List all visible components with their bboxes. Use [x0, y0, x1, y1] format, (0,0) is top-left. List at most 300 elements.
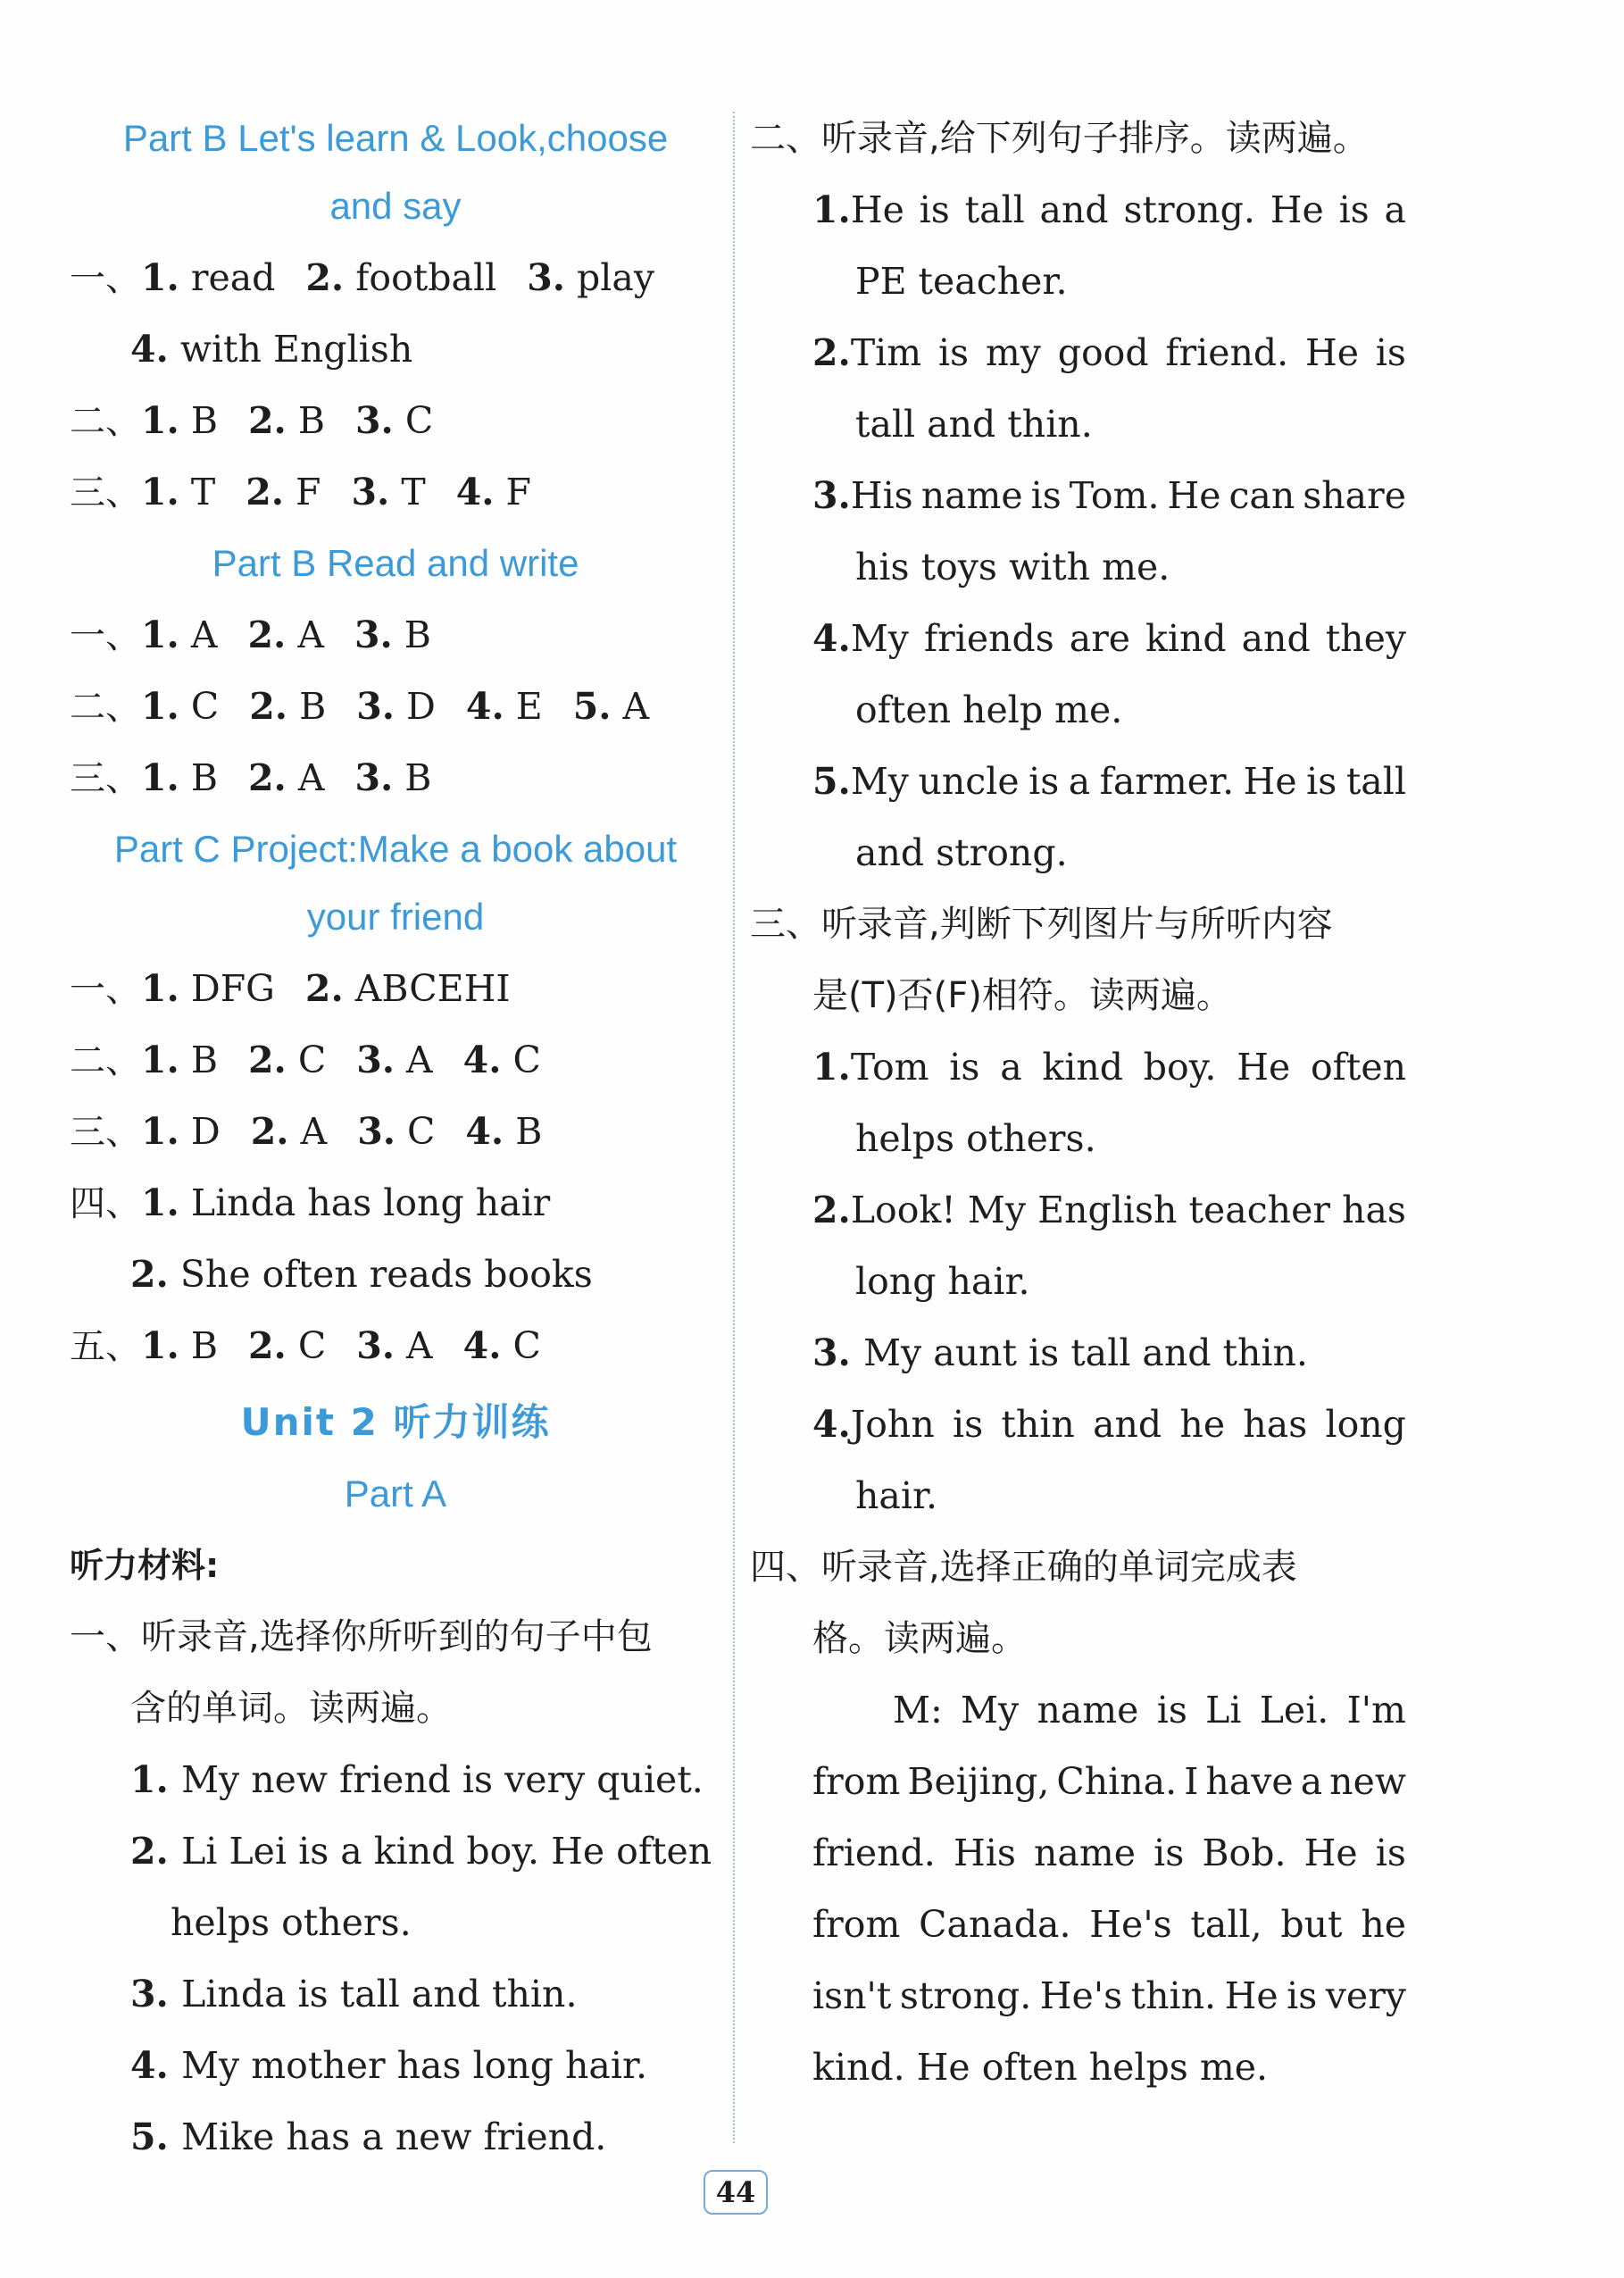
answer-value: Linda has long hair: [179, 1181, 551, 1224]
passage-line: [750, 2032, 1406, 2103]
sentence-word: is: [949, 1046, 980, 1089]
answer-item: [352, 471, 426, 513]
answer-value: football: [344, 256, 497, 299]
item-number: 2.: [247, 613, 287, 656]
item-number: 1.: [141, 685, 179, 728]
answer-item: [141, 756, 218, 799]
sentence-line: [750, 388, 1406, 460]
passage-word: from: [812, 1903, 901, 1946]
answer-value: B: [287, 685, 327, 728]
sentence-word: uncle: [918, 760, 1020, 803]
passage-line: [750, 1889, 1406, 1960]
sentence-line: [70, 2101, 721, 2173]
section-prefix: 三、: [70, 758, 141, 799]
answer-row: [70, 1310, 721, 1381]
item-number: 3.: [130, 1973, 182, 2015]
passage-word: He: [1303, 1832, 1358, 1874]
sentence-text: his toys with me.: [855, 546, 1170, 588]
sentence-word: my: [985, 331, 1041, 374]
passage-word: from: [812, 1760, 901, 1803]
passage-word: is: [1375, 1832, 1406, 1874]
answer-item: [141, 399, 218, 442]
answer-row: [70, 1024, 721, 1096]
answer-value: F: [494, 471, 531, 513]
answer-value: B: [286, 399, 325, 442]
sentence-line: [70, 1887, 721, 1958]
item-number: 2.: [304, 967, 344, 1010]
answer-row: [70, 599, 721, 671]
sentence-word: 4.John: [812, 1389, 935, 1460]
sentence-word: kind: [1145, 617, 1227, 660]
answer-value: read: [179, 256, 276, 299]
passage-line: [750, 1674, 1406, 1746]
sentence-text: often help me.: [855, 688, 1123, 731]
item-number: 2.: [812, 1189, 851, 1231]
sentence-line: [750, 460, 1406, 531]
item-number: 3.: [356, 1324, 396, 1367]
passage-word: have: [1205, 1760, 1294, 1803]
answer-value: B: [179, 399, 218, 442]
answer-item: [141, 256, 275, 299]
item-number: 3.: [812, 474, 851, 517]
sentence-word: strong.: [1123, 188, 1255, 231]
item-number: 3.: [354, 613, 393, 656]
section-prefix: 一、: [70, 258, 141, 299]
sentence-word: and: [1241, 617, 1311, 660]
answer-item: [249, 685, 326, 728]
answer-value: T: [389, 471, 426, 513]
answer-value: ABCEHI: [343, 967, 511, 1010]
sentence-text: tall and thin.: [855, 403, 1093, 446]
sentence-word: friends: [923, 617, 1054, 660]
passage-word: is: [1153, 1832, 1185, 1874]
answer-item: [465, 1110, 542, 1153]
item-number: 2.: [249, 685, 288, 728]
item-number: 1.: [141, 1324, 179, 1367]
passage-word: is: [1287, 1974, 1318, 2017]
answer-value: She often reads books: [168, 1253, 593, 1296]
item-number: 1.: [141, 399, 179, 442]
answer-item: [305, 256, 496, 299]
answer-row: [70, 242, 721, 313]
sentence-word: a: [1384, 188, 1406, 231]
section-prefix: 一、: [70, 615, 141, 656]
answer-value: B: [179, 1324, 218, 1367]
passage-text: kind. He often helps me.: [812, 2046, 1269, 2089]
answer-value: A: [286, 756, 325, 799]
answer-value: B: [179, 1039, 218, 1081]
sentence-word: has: [1243, 1403, 1308, 1446]
question-4-title: 四、听录音,选择正确的单词完成表: [750, 1547, 1297, 1588]
answer-item: [248, 399, 325, 442]
answer-value: play: [565, 256, 654, 299]
answer-value: B: [392, 613, 431, 656]
justified-text: [812, 1889, 1406, 1960]
answer-value: C: [393, 399, 434, 442]
item-number: 1.: [141, 756, 179, 799]
section-prefix: 一、: [70, 969, 141, 1010]
item-number: 3.: [356, 1039, 396, 1081]
passage-word: Beijing,: [907, 1760, 1050, 1803]
passage-word: he: [1361, 1903, 1406, 1946]
section-prefix: 三、: [70, 1112, 141, 1153]
justified-text: [812, 1674, 1406, 1746]
answer-row: [70, 313, 721, 385]
answer-value: with English: [168, 328, 413, 371]
answer-row: [70, 953, 721, 1024]
passage-line: [750, 1746, 1406, 1817]
left-column: [70, 103, 721, 2173]
answer-value: C: [179, 685, 220, 728]
passage-word: China.: [1056, 1760, 1178, 1803]
answer-value: A: [395, 1039, 433, 1081]
sentence-line: [750, 817, 1406, 889]
item-number: 1.: [141, 1039, 179, 1081]
question-3-title-cont: 是(T)否(F)相符。读两遍。: [812, 975, 1232, 1016]
passage-word: He: [1224, 1974, 1278, 2017]
answer-item: [141, 1110, 221, 1153]
sentence-line: [750, 246, 1406, 317]
question-3-title: 三、听录音,判断下列图片与所听内容: [750, 904, 1333, 945]
answer-item: [305, 967, 511, 1010]
sentence-word: He: [1243, 760, 1297, 803]
sentence-line: [750, 174, 1406, 246]
sentence-word: 2.Look!: [812, 1174, 956, 1246]
sentence-line: [750, 1389, 1406, 1460]
sentence-word: He: [1304, 331, 1359, 374]
passage-word: Lei.: [1259, 1689, 1329, 1731]
heading-part-b-lets-learn: Part B Let's learn & Look,choose: [122, 117, 669, 159]
item-number: 2.: [305, 256, 345, 299]
answer-value: C: [286, 1324, 327, 1367]
item-number: 5.: [130, 2115, 182, 2158]
item-number: 4.: [812, 1403, 851, 1446]
sentence-word: name: [920, 474, 1023, 517]
answer-item: [141, 967, 275, 1010]
answer-value: A: [288, 1110, 328, 1153]
item-number: 2.: [250, 1110, 289, 1153]
item-number: 4.: [465, 1110, 504, 1153]
item-number: 1.: [141, 471, 179, 513]
sentence-word: is: [953, 1403, 984, 1446]
section-prefix: 五、: [70, 1326, 141, 1367]
passage-word: is: [1156, 1689, 1187, 1731]
justified-text: [812, 746, 1406, 817]
item-number: 1.: [812, 188, 851, 231]
question-2-items: [750, 174, 1406, 889]
sentence-word: are: [1069, 617, 1131, 660]
answer-item: [141, 1324, 218, 1367]
answer-value: C: [396, 1110, 436, 1153]
item-number: 2.: [246, 471, 285, 513]
sentence-word: is: [1030, 474, 1062, 517]
passage-word: tall,: [1190, 1903, 1262, 1946]
item-number: 1.: [141, 1181, 179, 1224]
sentence-word: 1.He: [812, 174, 904, 246]
answer-item: [247, 613, 323, 656]
answer-item: [357, 1110, 435, 1153]
passage-word: Li: [1205, 1689, 1242, 1731]
answer-value: B: [179, 756, 218, 799]
sentence-word: is: [1338, 188, 1370, 231]
item-number: 1.: [812, 1046, 851, 1089]
answer-item: [354, 613, 431, 656]
answer-item: [248, 1039, 326, 1081]
question-2-title: 二、听录音,给下列句子排序。读两遍。: [750, 118, 1369, 159]
passage-word: My: [961, 1689, 1020, 1731]
item-number: 2.: [247, 1324, 287, 1367]
sentence-word: often: [1310, 1046, 1406, 1089]
sentence-word: farmer.: [1099, 760, 1235, 803]
section-prefix: 二、: [70, 401, 141, 442]
answer-item: [356, 1324, 432, 1367]
answer-item: [248, 756, 324, 799]
answer-value: E: [504, 685, 543, 728]
answer-row: [70, 742, 721, 814]
passage-word: I'm: [1346, 1689, 1406, 1731]
sentence-line: [750, 1103, 1406, 1174]
passage-word: new: [1329, 1760, 1406, 1803]
item-number: 4.: [462, 1039, 502, 1081]
sentence-line: [70, 1744, 721, 1815]
answer-value: T: [179, 471, 216, 513]
sentence-word: and: [1093, 1403, 1162, 1446]
passage-word: He's: [1039, 1974, 1123, 2017]
item-number: 2.: [247, 1039, 287, 1081]
heading-part-b-lets-learn-cont: and say: [329, 185, 462, 227]
sentence-word: a: [1000, 1046, 1022, 1089]
unit-heading: Unit 2 听力训练: [240, 1400, 551, 1444]
sentence-text: helps others.: [855, 1117, 1096, 1160]
item-number: 1.: [141, 967, 179, 1010]
sentence-line: [750, 674, 1406, 746]
sentence-word: thin: [1001, 1403, 1075, 1446]
sentence-line: [70, 1958, 721, 2030]
sentence-word: he: [1179, 1403, 1226, 1446]
passage-word: name: [1034, 1832, 1137, 1874]
question-1-title: 一、听录音,选择你所听到的句子中包: [70, 1616, 653, 1657]
item-number: 4.: [130, 2044, 182, 2087]
answer-item: [248, 1324, 326, 1367]
item-number: 4.: [812, 617, 851, 660]
answer-item: [573, 685, 649, 728]
sentence-line: [750, 1031, 1406, 1103]
justified-text: [812, 1746, 1406, 1817]
answer-row: [70, 456, 721, 528]
justified-text: [812, 174, 1406, 246]
sentence-word: tall: [1345, 760, 1406, 803]
sentence-word: 5.My: [812, 746, 909, 817]
sentence-word: and: [1039, 188, 1109, 231]
answer-value: A: [286, 613, 324, 656]
sentence-word: teacher: [1188, 1189, 1330, 1231]
right-column: [750, 103, 1406, 2103]
answer-item: [141, 685, 219, 728]
answer-value: D: [395, 685, 436, 728]
sentence-line: [750, 1317, 1406, 1389]
item-number: 1.: [141, 1110, 179, 1153]
answer-value: C: [501, 1039, 541, 1081]
sentence-word: is: [1375, 331, 1406, 374]
answer-item: [141, 1039, 218, 1081]
question-4-title-cont: 格。读两遍。: [812, 1618, 1027, 1659]
item-number: 3.: [357, 1110, 396, 1153]
sentence-word: share: [1303, 474, 1406, 517]
item-number: 1.: [130, 1758, 182, 1801]
sentence-word: kind: [1042, 1046, 1124, 1089]
passage-line: [750, 1817, 1406, 1889]
sentence-word: boy.: [1143, 1046, 1217, 1089]
answer-row: [70, 385, 721, 456]
item-number: 4.: [455, 471, 495, 513]
sentence-word: is: [919, 188, 950, 231]
sentence-word: He: [1237, 1046, 1291, 1089]
answer-item: [251, 1110, 327, 1153]
answer-value: D: [179, 1110, 221, 1153]
section-prefix: 二、: [70, 1040, 141, 1081]
answer-item: [356, 685, 436, 728]
sentence-line: [70, 2030, 721, 2101]
item-number: 4.: [130, 328, 169, 371]
sentence-text: My mother has long hair.: [181, 2044, 648, 2087]
answer-value: C: [286, 1039, 327, 1081]
sentence-word: He: [1270, 188, 1324, 231]
item-number: 3.: [351, 471, 390, 513]
passage-word: a: [1300, 1760, 1323, 1803]
sentence-text: Mike has a new friend.: [181, 2115, 607, 2158]
question-4-passage: [750, 1674, 1406, 2103]
item-number: 3.: [356, 685, 396, 728]
sentence-text: Linda is tall and thin.: [181, 1973, 578, 2015]
justified-text: [812, 1817, 1406, 1889]
sentence-word: good: [1057, 331, 1149, 374]
sentence-word: they: [1325, 617, 1406, 660]
answer-item: [355, 399, 433, 442]
item-number: 5.: [572, 685, 612, 728]
section-prefix: 二、: [70, 687, 141, 728]
answer-value: B: [393, 756, 432, 799]
answer-item: [141, 471, 215, 513]
justified-text: [812, 1389, 1406, 1460]
passage-word: I: [1184, 1760, 1199, 1803]
sentence-text: long hair.: [855, 1260, 1030, 1303]
sentence-word: a: [1068, 760, 1091, 803]
justified-text: [812, 317, 1406, 388]
heading-part-b-read-write: Part B Read and write: [212, 542, 579, 584]
answer-item: [466, 685, 543, 728]
justified-text: [812, 1960, 1406, 2032]
item-number: 2.: [130, 1253, 169, 1296]
sentence-text: My new friend is very quiet.: [181, 1758, 704, 1801]
item-number: 2.: [247, 756, 287, 799]
sentence-text: My aunt is tall and thin.: [863, 1331, 1308, 1374]
answer-value: DFG: [179, 967, 275, 1010]
answer-item: [246, 471, 321, 513]
passage-word: friend.: [812, 1832, 936, 1874]
passage-word: Canada.: [919, 1903, 1071, 1946]
answer-item: [527, 256, 654, 299]
item-number: 3.: [354, 756, 394, 799]
item-number: 5.: [812, 760, 851, 803]
question-1-title-cont: 含的单词。读两遍。: [130, 1688, 452, 1729]
item-number: 2.: [812, 331, 851, 374]
item-number: 2.: [247, 399, 287, 442]
answer-item: [354, 756, 431, 799]
passage-word: name: [1037, 1689, 1139, 1731]
passage-word: Bob.: [1202, 1832, 1287, 1874]
answer-value: F: [284, 471, 321, 513]
sentence-word: has: [1342, 1189, 1406, 1231]
column-divider: [733, 112, 735, 2143]
section-prefix: 三、: [70, 472, 141, 513]
item-number: 3.: [812, 1331, 864, 1374]
sentence-word: 1.Tom: [812, 1031, 929, 1103]
answer-value: C: [501, 1324, 541, 1367]
section-prefix: 四、: [70, 1183, 141, 1224]
sentence-word: is: [1306, 760, 1337, 803]
heading-part-c-project-cont: your friend: [306, 896, 485, 938]
answer-item: [356, 1039, 432, 1081]
answer-item: [463, 1039, 541, 1081]
sentence-word: tall: [964, 188, 1025, 231]
answer-row: [70, 1167, 721, 1239]
sentence-line: [750, 531, 1406, 603]
sentence-line: [750, 1174, 1406, 1246]
question-1-items: [70, 1744, 721, 2173]
sentence-word: friend.: [1165, 331, 1289, 374]
sentence-line: [70, 1815, 721, 1887]
passage-line: [750, 1960, 1406, 2032]
item-number: 1.: [141, 613, 179, 656]
question-3-items: [750, 1031, 1406, 1531]
sentence-line: [750, 603, 1406, 674]
item-number: 3.: [354, 399, 394, 442]
answer-item: [463, 1324, 541, 1367]
item-number: 4.: [465, 685, 504, 728]
heading-part-c-project: Part C Project:Make a book about: [113, 828, 678, 870]
sentence-word: is: [937, 331, 970, 374]
passage-word: M:: [893, 1689, 943, 1731]
justified-text: [812, 603, 1406, 674]
sentence-line: [750, 1460, 1406, 1531]
sentence-line: [750, 746, 1406, 817]
justified-text: [812, 1031, 1406, 1103]
sentence-word: 4.My: [812, 603, 909, 674]
sentence-text: helps others.: [171, 1901, 412, 1944]
sentence-text: Li Lei is a kind boy. He often: [181, 1830, 712, 1873]
sentence-word: can: [1228, 474, 1295, 517]
sentence-word: English: [1037, 1189, 1178, 1231]
passage-word: isn't: [812, 1974, 892, 2017]
sentence-word: 3.His: [812, 460, 913, 531]
item-number: 3.: [527, 256, 565, 299]
answer-row: [70, 671, 721, 742]
passage-word: but: [1280, 1903, 1343, 1946]
sentence-text: hair.: [855, 1474, 938, 1517]
answer-value: A: [179, 613, 218, 656]
answer-row: [70, 1239, 721, 1310]
sentence-word: My: [967, 1189, 1027, 1231]
page-number: 44: [704, 2170, 768, 2215]
answer-row: [70, 1096, 721, 1167]
passage-word: strong.: [899, 1974, 1032, 2017]
passage-word: very: [1325, 1974, 1406, 2017]
passage-word: thin.: [1130, 1974, 1217, 2017]
answer-value: B: [504, 1110, 543, 1153]
heading-part-a: Part A: [344, 1473, 447, 1514]
sentence-word: He: [1167, 474, 1221, 517]
item-number: 4.: [462, 1324, 502, 1367]
